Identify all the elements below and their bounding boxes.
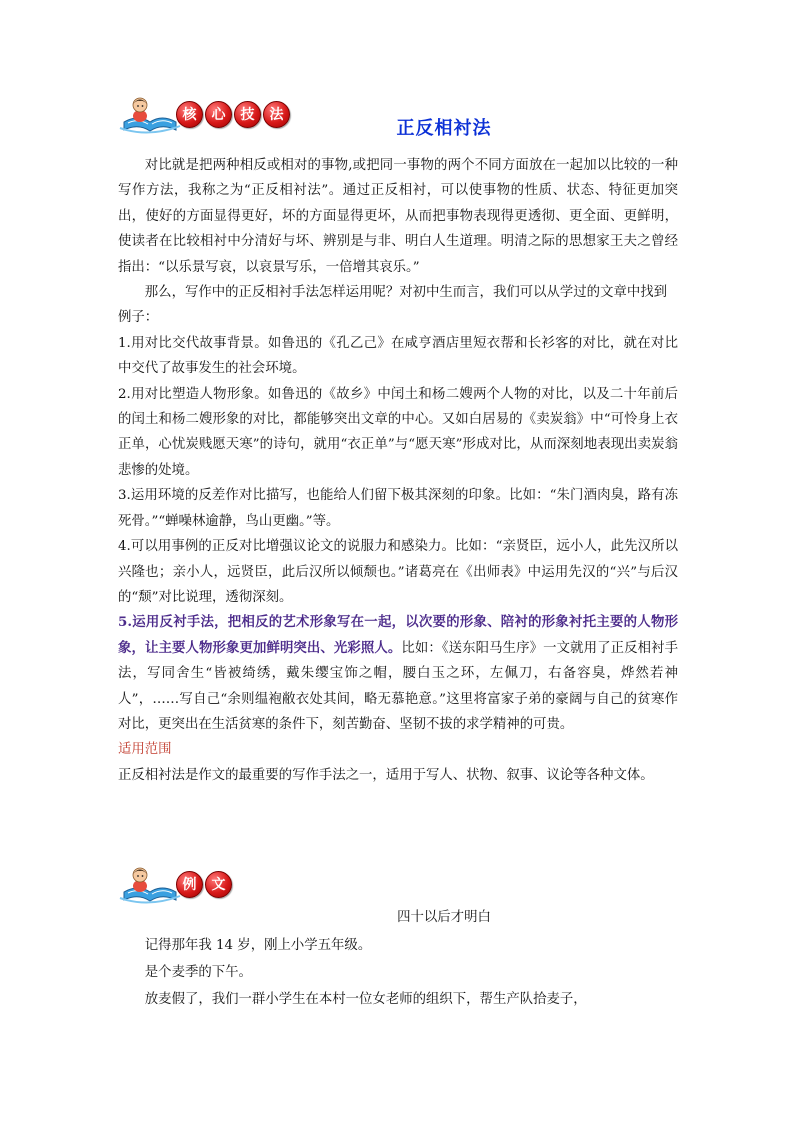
reading-child-mascot-icon xyxy=(118,862,182,906)
list-item-5-emphasis: 5.运用反衬手法，把相反的艺术形象写在一起，以次要的形象、陪衬的形象衬托主要的人物形象，让主要人物形象更加鲜明突出、光彩照人。 xyxy=(118,614,678,656)
list-item: 4.可以用事例的正反对比增强议论文的说服力和感染力。比如：“亲贤臣，远小人，此先汉所以兴隆也；亲小人，远贤臣，此后汉所以倾颓也。”诸葛亮在《出师表》中运用先汉的“兴”与后汉的“颓”对比说理，透彻深刻。 xyxy=(118,539,678,605)
badge-char: 文 xyxy=(205,871,232,898)
section-badges xyxy=(176,871,232,898)
main-body xyxy=(118,153,678,788)
list-item-5 xyxy=(118,610,678,737)
badge-char: 技 xyxy=(234,101,261,128)
badge-char: 心 xyxy=(205,101,232,128)
list-item: 1.用对比交代故事背景。如鲁迅的《孔乙己》在咸亨酒店里短衣帮和长衫客的对比，就在对比中交代了故事发生的社会环境。 xyxy=(118,335,678,377)
essay-line: 记得那年我 14 岁，刚上小学五年级。 xyxy=(144,938,372,953)
essay-line: 放麦假了，我们一群小学生在本村一位女老师的组织下，帮生产队拾麦子， xyxy=(144,992,587,1007)
list-item: 2.用对比塑造人物形象。如鲁迅的《故乡》中闰土和杨二嫂两个人物的对比，以及二十年前后的闰土和杨二嫂形象的对比，都能够突出文章的中心。又如白居易的《卖炭翁》中“可怜身上衣正单，心忧炭贱愿天寒”的诗句，就用“衣正单”与“愿天寒”形成对比，从而深刻地表现出卖炭翁悲惨的处境。 xyxy=(118,386,678,478)
scope-heading: 适用范围 xyxy=(118,742,172,758)
intro-question-paragraph: 那么，写作中的正反相衬手法怎样运用呢？对初中生而言，我们可以从学过的文章中找到 xyxy=(144,285,668,301)
essay-body xyxy=(118,932,678,1013)
list-item-5-rest: 比如：《送东阳马生序》一文就用了正反相衬手法，写同舍生“皆被绮绣，戴朱缨宝饰之帽，腰白玉之环，左佩刀，右备容臭，烨然若神人”，……写自己“余则缊袍敝衣处其间，略无慕艳意。”这里将富家子弟的豪阔与自己的贫寒作对比，更突出在生活贫寒的条件下，刻苦勤奋、坚韧不拔的求学精神的可贵。 xyxy=(118,640,678,732)
badge-char: 核 xyxy=(176,101,203,128)
essay-title: 四十以后才明白 xyxy=(397,910,491,925)
scope-text: 正反相衬法是作文的最重要的写作手法之一，适用于写人、状物、叙事、议论等各种文体。 xyxy=(118,767,654,783)
badge-char: 例 xyxy=(176,871,203,898)
page-title: 正反相衬法 xyxy=(396,118,492,139)
intro-paragraph: 对比就是把两种相反或相对的事物,或把同一事物的两个不同方面放在一起加以比较的一种写作方法，我称之为“正反相衬法”。通过正反相衬，可以使事物的性质、状态、特征更加突出，使好的方面显得更好，坏的方面显得更坏，从而把事物表现得更透彻、更全面、更鲜明，使读者在比较相衬中分清好与坏、辨别是与非、明白人生道理。明清之际的思想家王夫之曾经指出：“以乐景写哀，以哀景写乐，一倍增其哀乐。” xyxy=(118,158,678,275)
section-header-example-essay xyxy=(118,862,232,906)
intro-examples-label: 例子： xyxy=(118,310,159,326)
essay-line: 是个麦季的下午。 xyxy=(144,965,252,980)
list-item: 3.运用环境的反差作对比描写，也能给人们留下极其深刻的印象。比如：“朱门酒肉臭，路有冻死骨。”“蝉噪林逾静，鸟山更幽。”等。 xyxy=(118,488,678,529)
badge-char: 法 xyxy=(263,101,290,128)
